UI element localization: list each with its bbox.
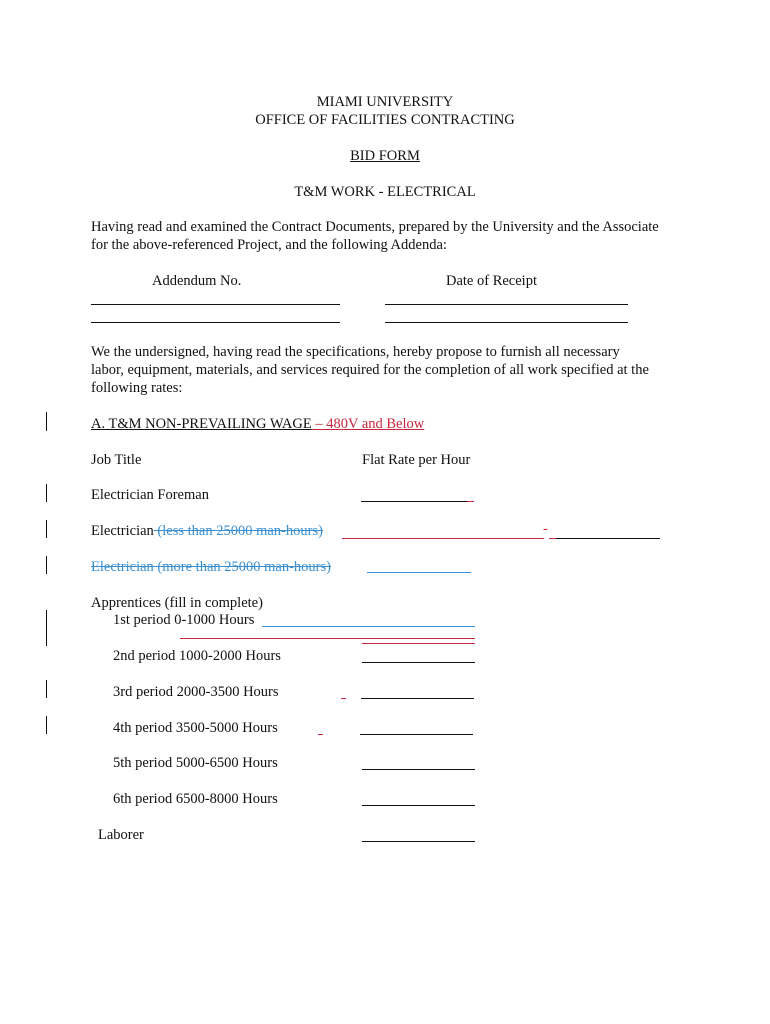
change-bar <box>46 412 47 431</box>
change-bar <box>46 556 47 574</box>
job-title-header: Job Title <box>91 452 142 468</box>
revision-mark <box>467 501 474 502</box>
period-3-label: 3rd period 2000-3500 Hours <box>113 684 279 700</box>
change-bar <box>46 520 47 538</box>
period-4-rate-field[interactable] <box>360 734 473 735</box>
electrician-foreman-label: Electrician Foreman <box>91 487 209 503</box>
form-title: BID FORM <box>350 148 420 164</box>
change-bar <box>46 610 47 646</box>
period-1-label: 1st period 0-1000 Hours <box>113 612 255 628</box>
revision-underline <box>342 538 544 539</box>
revision-underline <box>262 626 475 627</box>
revision-mark <box>549 538 556 539</box>
form-subtitle: T&M WORK - ELECTRICAL <box>294 184 476 200</box>
period-5-label: 5th period 5000-6500 Hours <box>113 755 278 771</box>
period-4-label: 4th period 3500-5000 Hours <box>113 720 278 736</box>
addendum-field-2[interactable] <box>91 322 340 323</box>
change-bar <box>46 680 47 698</box>
proposal-line-2: labor, equipment, materials, and services required for the completion of all work specified at the <box>91 362 649 378</box>
addendum-field-1[interactable] <box>91 304 340 305</box>
proposal-line-1: We the undersigned, having read the specifications, hereby propose to furnish all necessary <box>91 344 620 360</box>
foreman-rate-field[interactable] <box>361 501 467 502</box>
revision-underline <box>362 643 475 644</box>
period-2-rate-field[interactable] <box>362 662 475 663</box>
section-a-title: A. T&M NON-PREVAILING WAGE – 480V and Below <box>91 416 425 432</box>
university-name: MIAMI UNIVERSITY <box>316 94 454 110</box>
addendum-no-label: Addendum No. <box>152 273 242 289</box>
deleted-rate-field <box>367 572 471 573</box>
intro-line-1: Having read and examined the Contract Documents, prepared by the University and the Associate <box>91 219 659 235</box>
laborer-label: Laborer <box>98 827 144 843</box>
receipt-date-field-2[interactable] <box>385 322 628 323</box>
period-5-rate-field[interactable] <box>362 769 475 770</box>
revision-mark <box>341 698 346 699</box>
proposal-line-3: following rates: <box>91 380 183 396</box>
revision-dash: - <box>543 521 548 537</box>
revision-underline <box>180 638 475 639</box>
office-name: OFFICE OF FACILITIES CONTRACTING <box>255 112 515 128</box>
receipt-date-field-1[interactable] <box>385 304 628 305</box>
period-6-rate-field[interactable] <box>362 805 475 806</box>
laborer-rate-field[interactable] <box>362 841 475 842</box>
change-bar <box>46 716 47 734</box>
apprentices-label: Apprentices (fill in complete) <box>91 595 263 611</box>
change-bar <box>46 484 47 502</box>
date-of-receipt-label: Date of Receipt <box>446 273 537 289</box>
electrician-rate-field[interactable] <box>556 538 660 539</box>
revision-mark <box>318 734 323 735</box>
period-3-rate-field[interactable] <box>361 698 474 699</box>
electrician-more-label-deleted: Electrician (more than 25000 man-hours) <box>91 559 331 575</box>
period-6-label: 6th period 6500-8000 Hours <box>113 791 278 807</box>
period-2-label: 2nd period 1000-2000 Hours <box>113 648 281 664</box>
intro-line-2: for the above-referenced Project, and the following Addenda: <box>91 237 447 253</box>
flat-rate-header: Flat Rate per Hour <box>362 452 471 468</box>
electrician-label: Electrician (less than 25000 man-hours) <box>91 523 323 539</box>
